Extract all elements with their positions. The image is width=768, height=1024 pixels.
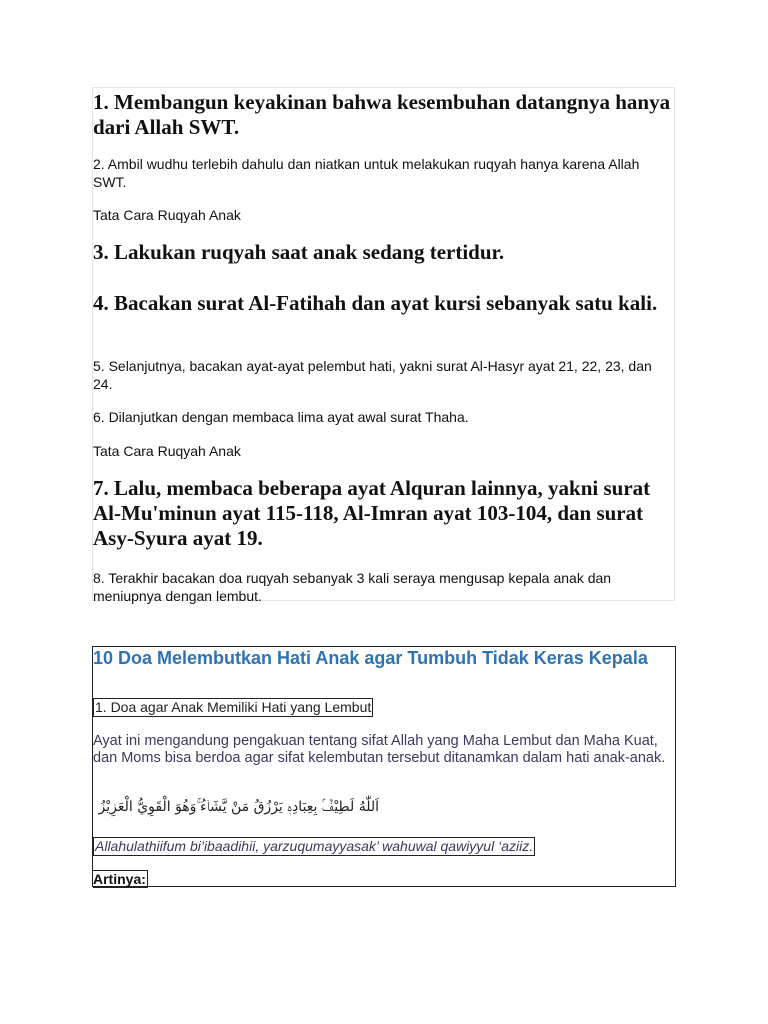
step-7-heading: 7. Lalu, membaca beberapa ayat Alquran lainnya, yakni surat Al-Mu'minun ayat 115-118, Al-Imran ayat 103-104, dan surat Asy-Syura ayat 19. [93,476,651,550]
doa-description: Ayat ini mengandung pengakuan tentang sifat Allah yang Maha Lembut dan Maha Kuat, dan Moms bisa berdoa agar sifat kelembutan tersebut ditanamkan dalam hati anak-anak. [93,733,666,766]
image-caption: Tata Cara Ruqyah Anak [93,443,241,459]
doa-subheading: 1. Doa agar Anak Memiliki Hati yang Lembut [95,699,372,715]
step-3-heading: 3. Lakukan ruqyah saat anak sedang tertidur. [93,240,505,264]
doa-section-title: 10 Doa Melembutkan Hati Anak agar Tumbuh Tidak Keras Kepala [93,648,648,668]
step-8-text: 8. Terakhir bacakan doa ruqyah sebanyak 3 kali seraya mengusap kepala anak dan meniupnya dengan lembut. [93,570,612,604]
step-6-text: 6. Dilanjutkan dengan membaca lima ayat awal surat Thaha. [93,409,469,425]
step-4-heading: 4. Bacakan surat Al-Fatihah dan ayat kursi sebanyak satu kali. [93,291,658,315]
step-5-text: 5. Selanjutnya, bacakan ayat-ayat pelembut hati, yakni surat Al-Hasyr ayat 21, 22, 23, dan 24. [93,358,652,392]
arabic-verse: اَللّٰهُ لَطِيْفٌۢ بِعِبَادِهٖ يَرْزُقُ مَنْ يَّشَاۤءُ ۚوَهُوَ الْقَوِيُّ الْعَزِيْزُ [98,799,379,815]
step-1-heading: 1. Membangun keyakinan bahwa kesembuhan datangnya hanya dari Allah SWT. [93,90,671,139]
artinya-label: Artinya: [93,871,146,887]
latin-transliteration: Allahulathiifum bi’ibaadihii, yarzuqumayyasak’ wahuwal qawiyyul ‘aziiz. [95,838,534,854]
step-2-text: 2. Ambil wudhu terlebih dahulu dan niatkan untuk melakukan ruqyah hanya karena Allah SWT. [93,156,640,190]
ruqyah-steps-section [92,87,675,604]
image-caption: Tata Cara Ruqyah Anak [93,207,241,223]
doa-section [92,646,676,887]
